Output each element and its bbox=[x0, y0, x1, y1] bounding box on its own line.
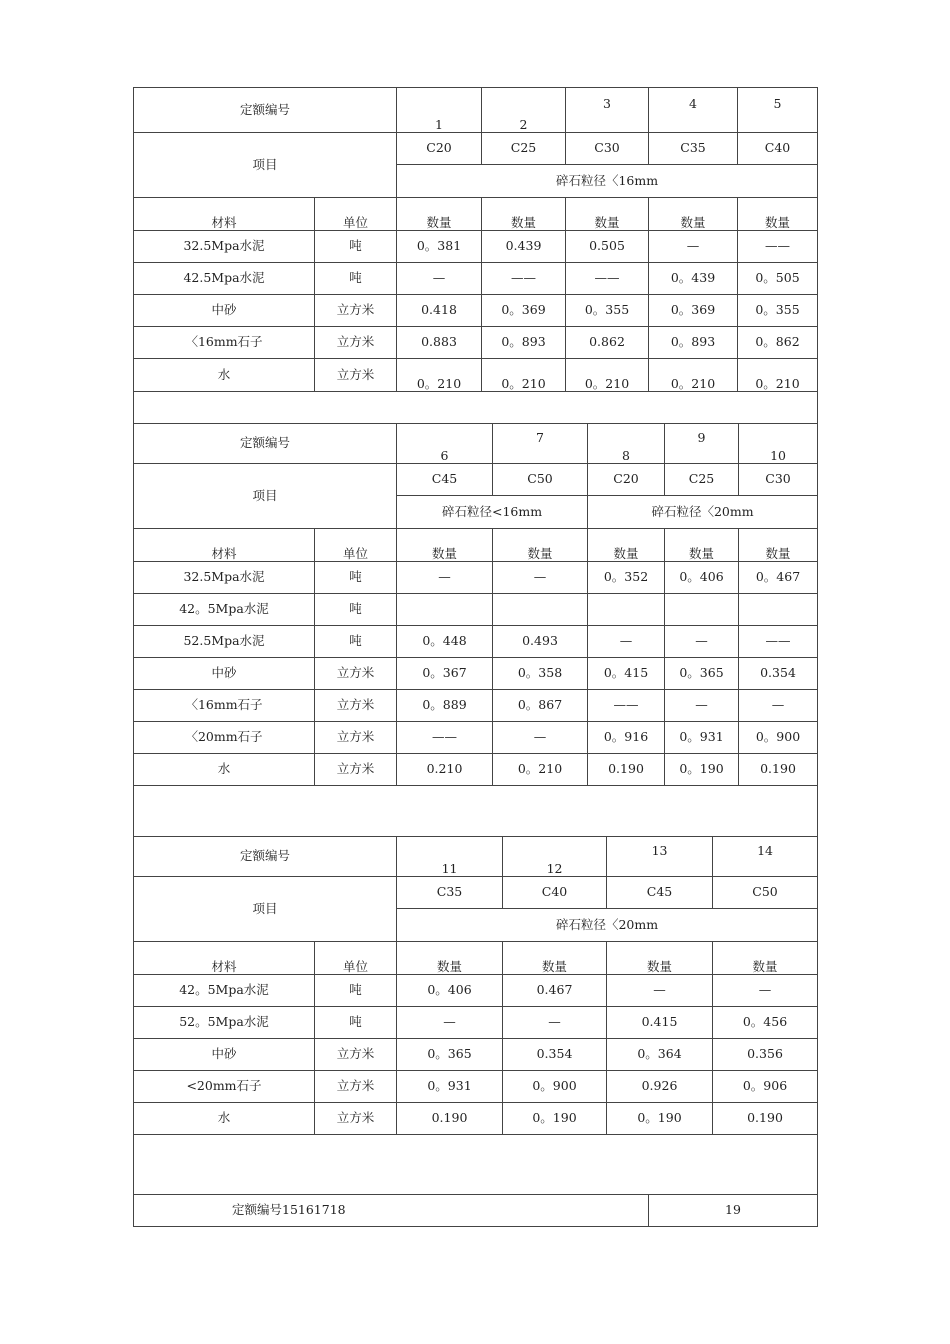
qty-cell: 0。210 bbox=[738, 359, 818, 392]
qty-cell: 0.926 bbox=[607, 1071, 713, 1103]
qty-cell: 0。364 bbox=[607, 1039, 713, 1071]
code-cell: 3 bbox=[566, 88, 649, 133]
qty-cell: 0。369 bbox=[482, 295, 566, 327]
material-name: 〈20mm石子 bbox=[134, 722, 315, 754]
section-gap bbox=[134, 786, 818, 837]
material-name: 42。5Mpa水泥 bbox=[134, 975, 315, 1007]
material-name: 水 bbox=[134, 1103, 315, 1135]
unit-cell: 立方米 bbox=[315, 658, 397, 690]
qty-cell: —— bbox=[566, 263, 649, 295]
unit-cell: 吨 bbox=[315, 1007, 397, 1039]
col-header-qty: 数量 bbox=[649, 198, 738, 231]
section-gap bbox=[134, 1135, 818, 1195]
footer-label: 定额编号15161718 bbox=[134, 1195, 649, 1227]
code-cell: 7 bbox=[493, 424, 588, 464]
item-label: 项目 bbox=[134, 877, 397, 942]
qty-cell: 0.190 bbox=[588, 754, 665, 786]
unit-cell: 吨 bbox=[315, 231, 397, 263]
spacer-cell bbox=[134, 786, 818, 837]
qty-cell: 0。893 bbox=[649, 327, 738, 359]
code-cell: 11 bbox=[397, 837, 503, 877]
table-row bbox=[134, 658, 818, 690]
qty-cell: 0。415 bbox=[588, 658, 665, 690]
material-name: 中砂 bbox=[134, 658, 315, 690]
header-label: 定额编号 bbox=[134, 837, 397, 877]
qty-cell: — bbox=[493, 562, 588, 594]
footer-table bbox=[133, 1194, 818, 1227]
material-name: 〈16mm石子 bbox=[134, 327, 315, 359]
grade-cell: C30 bbox=[566, 133, 649, 165]
qty-cell: 0.418 bbox=[397, 295, 482, 327]
unit-cell: 立方米 bbox=[315, 722, 397, 754]
qty-cell: 0。931 bbox=[665, 722, 739, 754]
table-row bbox=[134, 594, 818, 626]
qty-cell: —— bbox=[397, 722, 493, 754]
col-header-qty: 数量 bbox=[493, 529, 588, 562]
unit-cell: 吨 bbox=[315, 263, 397, 295]
col-header-material: 材料 bbox=[134, 198, 315, 231]
qty-cell: — bbox=[397, 1007, 503, 1039]
table-row bbox=[134, 754, 818, 786]
material-name: 中砂 bbox=[134, 1039, 315, 1071]
grade-cell: C25 bbox=[665, 464, 739, 496]
qty-cell: 0.467 bbox=[503, 975, 607, 1007]
qty-cell: 0。448 bbox=[397, 626, 493, 658]
qty-cell: 0.190 bbox=[739, 754, 818, 786]
spacer-cell bbox=[134, 1135, 818, 1195]
col-header-qty: 数量 bbox=[566, 198, 649, 231]
col-header-qty: 数量 bbox=[665, 529, 739, 562]
aggregate-note: 碎石粒径〈16mm bbox=[397, 165, 818, 198]
table-row bbox=[134, 295, 818, 327]
qty-cell bbox=[493, 594, 588, 626]
col-header-qty: 数量 bbox=[588, 529, 665, 562]
unit-cell: 吨 bbox=[315, 594, 397, 626]
table-row bbox=[134, 1039, 818, 1071]
qty-cell: — bbox=[397, 263, 482, 295]
unit-cell: 吨 bbox=[315, 562, 397, 594]
table-row bbox=[134, 1007, 818, 1039]
material-name: 水 bbox=[134, 754, 315, 786]
qty-cell: — bbox=[493, 722, 588, 754]
qty-cell: 0。456 bbox=[713, 1007, 818, 1039]
qty-cell: 0。367 bbox=[397, 658, 493, 690]
material-name: 32.5Mpa水泥 bbox=[134, 562, 315, 594]
qty-cell bbox=[665, 594, 739, 626]
qty-cell: — bbox=[713, 975, 818, 1007]
grade-cell: C45 bbox=[607, 877, 713, 909]
qty-cell: — bbox=[739, 690, 818, 722]
qty-cell: 0.415 bbox=[607, 1007, 713, 1039]
spacer-cell bbox=[134, 392, 818, 424]
qty-cell: 0。900 bbox=[739, 722, 818, 754]
qty-cell: 0。210 bbox=[482, 359, 566, 392]
qty-cell: 0。355 bbox=[566, 295, 649, 327]
qty-cell: 0.354 bbox=[739, 658, 818, 690]
qty-cell: —— bbox=[482, 263, 566, 295]
unit-cell: 吨 bbox=[315, 975, 397, 1007]
table-row bbox=[134, 231, 818, 263]
unit-cell: 立方米 bbox=[315, 359, 397, 392]
section-2-grade-row bbox=[134, 464, 818, 496]
qty-cell: 0.439 bbox=[482, 231, 566, 263]
qty-cell: 0。862 bbox=[738, 327, 818, 359]
item-label: 项目 bbox=[134, 464, 397, 529]
col-header-qty: 数量 bbox=[482, 198, 566, 231]
item-label: 项目 bbox=[134, 133, 397, 198]
qty-cell: 0。210 bbox=[566, 359, 649, 392]
code-cell: 13 bbox=[607, 837, 713, 877]
qty-cell bbox=[739, 594, 818, 626]
material-name: 42。5Mpa水泥 bbox=[134, 594, 315, 626]
qty-cell: 0。190 bbox=[665, 754, 739, 786]
unit-cell: 立方米 bbox=[315, 1071, 397, 1103]
table-row bbox=[134, 327, 818, 359]
col-header-material: 材料 bbox=[134, 942, 315, 975]
section-3-grade-row bbox=[134, 877, 818, 909]
unit-cell: 立方米 bbox=[315, 690, 397, 722]
col-header-unit: 单位 bbox=[315, 942, 397, 975]
table-row bbox=[134, 626, 818, 658]
qty-cell: 0。210 bbox=[493, 754, 588, 786]
grade-cell: C50 bbox=[493, 464, 588, 496]
qty-cell: 0.505 bbox=[566, 231, 649, 263]
col-header-qty: 数量 bbox=[503, 942, 607, 975]
table-row bbox=[134, 690, 818, 722]
unit-cell: 立方米 bbox=[315, 295, 397, 327]
qty-cell: 0。916 bbox=[588, 722, 665, 754]
qty-cell: 0。210 bbox=[649, 359, 738, 392]
qty-cell: — bbox=[503, 1007, 607, 1039]
grade-cell: C20 bbox=[397, 133, 482, 165]
qty-cell: 0.493 bbox=[493, 626, 588, 658]
col-header-unit: 单位 bbox=[315, 198, 397, 231]
table-row bbox=[134, 1103, 818, 1135]
qty-cell: —— bbox=[739, 626, 818, 658]
section-gap bbox=[134, 392, 818, 424]
qty-cell: 0.210 bbox=[397, 754, 493, 786]
qty-cell: 0。406 bbox=[665, 562, 739, 594]
qty-cell: —— bbox=[588, 690, 665, 722]
col-header-qty: 数量 bbox=[607, 942, 713, 975]
material-name: 52。5Mpa水泥 bbox=[134, 1007, 315, 1039]
section-1-column-header-row bbox=[134, 198, 818, 231]
qty-cell: 0.190 bbox=[713, 1103, 818, 1135]
table-row bbox=[134, 1071, 818, 1103]
grade-cell: C50 bbox=[713, 877, 818, 909]
code-cell: 4 bbox=[649, 88, 738, 133]
col-header-qty: 数量 bbox=[397, 529, 493, 562]
section-1-grade-row bbox=[134, 133, 818, 165]
col-header-material: 材料 bbox=[134, 529, 315, 562]
qty-cell: 0.190 bbox=[397, 1103, 503, 1135]
qty-cell: 0。931 bbox=[397, 1071, 503, 1103]
qty-cell: 0。358 bbox=[493, 658, 588, 690]
qty-cell bbox=[397, 594, 493, 626]
qty-cell: 0。369 bbox=[649, 295, 738, 327]
col-header-qty: 数量 bbox=[397, 198, 482, 231]
grade-cell: C35 bbox=[649, 133, 738, 165]
qty-cell: 0。381 bbox=[397, 231, 482, 263]
quota-table-3 bbox=[133, 836, 818, 1195]
footer-row bbox=[134, 1195, 818, 1227]
code-cell: 5 bbox=[738, 88, 818, 133]
material-name: 〈16mm石子 bbox=[134, 690, 315, 722]
code-cell: 6 bbox=[397, 424, 493, 464]
aggregate-note: 碎石粒径<16mm bbox=[397, 496, 588, 529]
qty-cell: —— bbox=[738, 231, 818, 263]
table-row bbox=[134, 263, 818, 295]
qty-cell: 0。365 bbox=[397, 1039, 503, 1071]
qty-cell: — bbox=[649, 231, 738, 263]
grade-cell: C35 bbox=[397, 877, 503, 909]
quota-table bbox=[133, 87, 818, 424]
col-header-qty: 数量 bbox=[713, 942, 818, 975]
code-cell: 12 bbox=[503, 837, 607, 877]
qty-cell: — bbox=[397, 562, 493, 594]
material-name: 42.5Mpa水泥 bbox=[134, 263, 315, 295]
unit-cell: 立方米 bbox=[315, 754, 397, 786]
qty-cell: 0.883 bbox=[397, 327, 482, 359]
col-header-qty: 数量 bbox=[739, 529, 818, 562]
material-name: <20mm石子 bbox=[134, 1071, 315, 1103]
code-cell: 10 bbox=[739, 424, 818, 464]
qty-cell: 0。467 bbox=[739, 562, 818, 594]
qty-cell: 0。893 bbox=[482, 327, 566, 359]
table-row bbox=[134, 359, 818, 392]
col-header-unit: 单位 bbox=[315, 529, 397, 562]
grade-cell: C40 bbox=[503, 877, 607, 909]
qty-cell: 0。406 bbox=[397, 975, 503, 1007]
grade-cell: C40 bbox=[738, 133, 818, 165]
grade-cell: C45 bbox=[397, 464, 493, 496]
aggregate-note: 碎石粒径〈20mm bbox=[397, 909, 818, 942]
qty-cell: 0。210 bbox=[397, 359, 482, 392]
qty-cell: 0。190 bbox=[503, 1103, 607, 1135]
code-cell: 1 bbox=[397, 88, 482, 133]
qty-cell: 0。906 bbox=[713, 1071, 818, 1103]
material-name: 52.5Mpa水泥 bbox=[134, 626, 315, 658]
code-cell: 14 bbox=[713, 837, 818, 877]
header-label: 定额编号 bbox=[134, 424, 397, 464]
qty-cell: 0。889 bbox=[397, 690, 493, 722]
col-header-qty: 数量 bbox=[738, 198, 818, 231]
unit-cell: 立方米 bbox=[315, 327, 397, 359]
qty-cell: 0.862 bbox=[566, 327, 649, 359]
section-2-code-row bbox=[134, 424, 818, 464]
material-name: 中砂 bbox=[134, 295, 315, 327]
qty-cell: — bbox=[607, 975, 713, 1007]
section-3-code-row bbox=[134, 837, 818, 877]
qty-cell: 0。352 bbox=[588, 562, 665, 594]
quota-table-2 bbox=[133, 423, 818, 837]
grade-cell: C20 bbox=[588, 464, 665, 496]
code-cell: 2 bbox=[482, 88, 566, 133]
code-cell: 9 bbox=[665, 424, 739, 464]
grade-cell: C25 bbox=[482, 133, 566, 165]
qty-cell: 0。505 bbox=[738, 263, 818, 295]
qty-cell: — bbox=[588, 626, 665, 658]
col-header-qty: 数量 bbox=[397, 942, 503, 975]
footer-value: 19 bbox=[649, 1195, 818, 1227]
material-name: 水 bbox=[134, 359, 315, 392]
unit-cell: 吨 bbox=[315, 626, 397, 658]
qty-cell: — bbox=[665, 626, 739, 658]
section-1-code-row bbox=[134, 88, 818, 133]
table-row bbox=[134, 975, 818, 1007]
header-label: 定额编号 bbox=[134, 88, 397, 133]
qty-cell: 0。900 bbox=[503, 1071, 607, 1103]
qty-cell: 0。190 bbox=[607, 1103, 713, 1135]
qty-cell: 0.356 bbox=[713, 1039, 818, 1071]
grade-cell: C30 bbox=[739, 464, 818, 496]
qty-cell: 0。867 bbox=[493, 690, 588, 722]
table-row bbox=[134, 722, 818, 754]
qty-cell: — bbox=[665, 690, 739, 722]
unit-cell: 立方米 bbox=[315, 1103, 397, 1135]
quota-sheet bbox=[133, 87, 817, 1227]
unit-cell: 立方米 bbox=[315, 1039, 397, 1071]
qty-cell: 0。365 bbox=[665, 658, 739, 690]
table-row bbox=[134, 562, 818, 594]
code-cell: 8 bbox=[588, 424, 665, 464]
qty-cell: 0.354 bbox=[503, 1039, 607, 1071]
aggregate-note: 碎石粒径〈20mm bbox=[588, 496, 818, 529]
section-3-column-header-row bbox=[134, 942, 818, 975]
qty-cell: 0。355 bbox=[738, 295, 818, 327]
qty-cell: 0。439 bbox=[649, 263, 738, 295]
qty-cell bbox=[588, 594, 665, 626]
material-name: 32.5Mpa水泥 bbox=[134, 231, 315, 263]
section-2-column-header-row bbox=[134, 529, 818, 562]
